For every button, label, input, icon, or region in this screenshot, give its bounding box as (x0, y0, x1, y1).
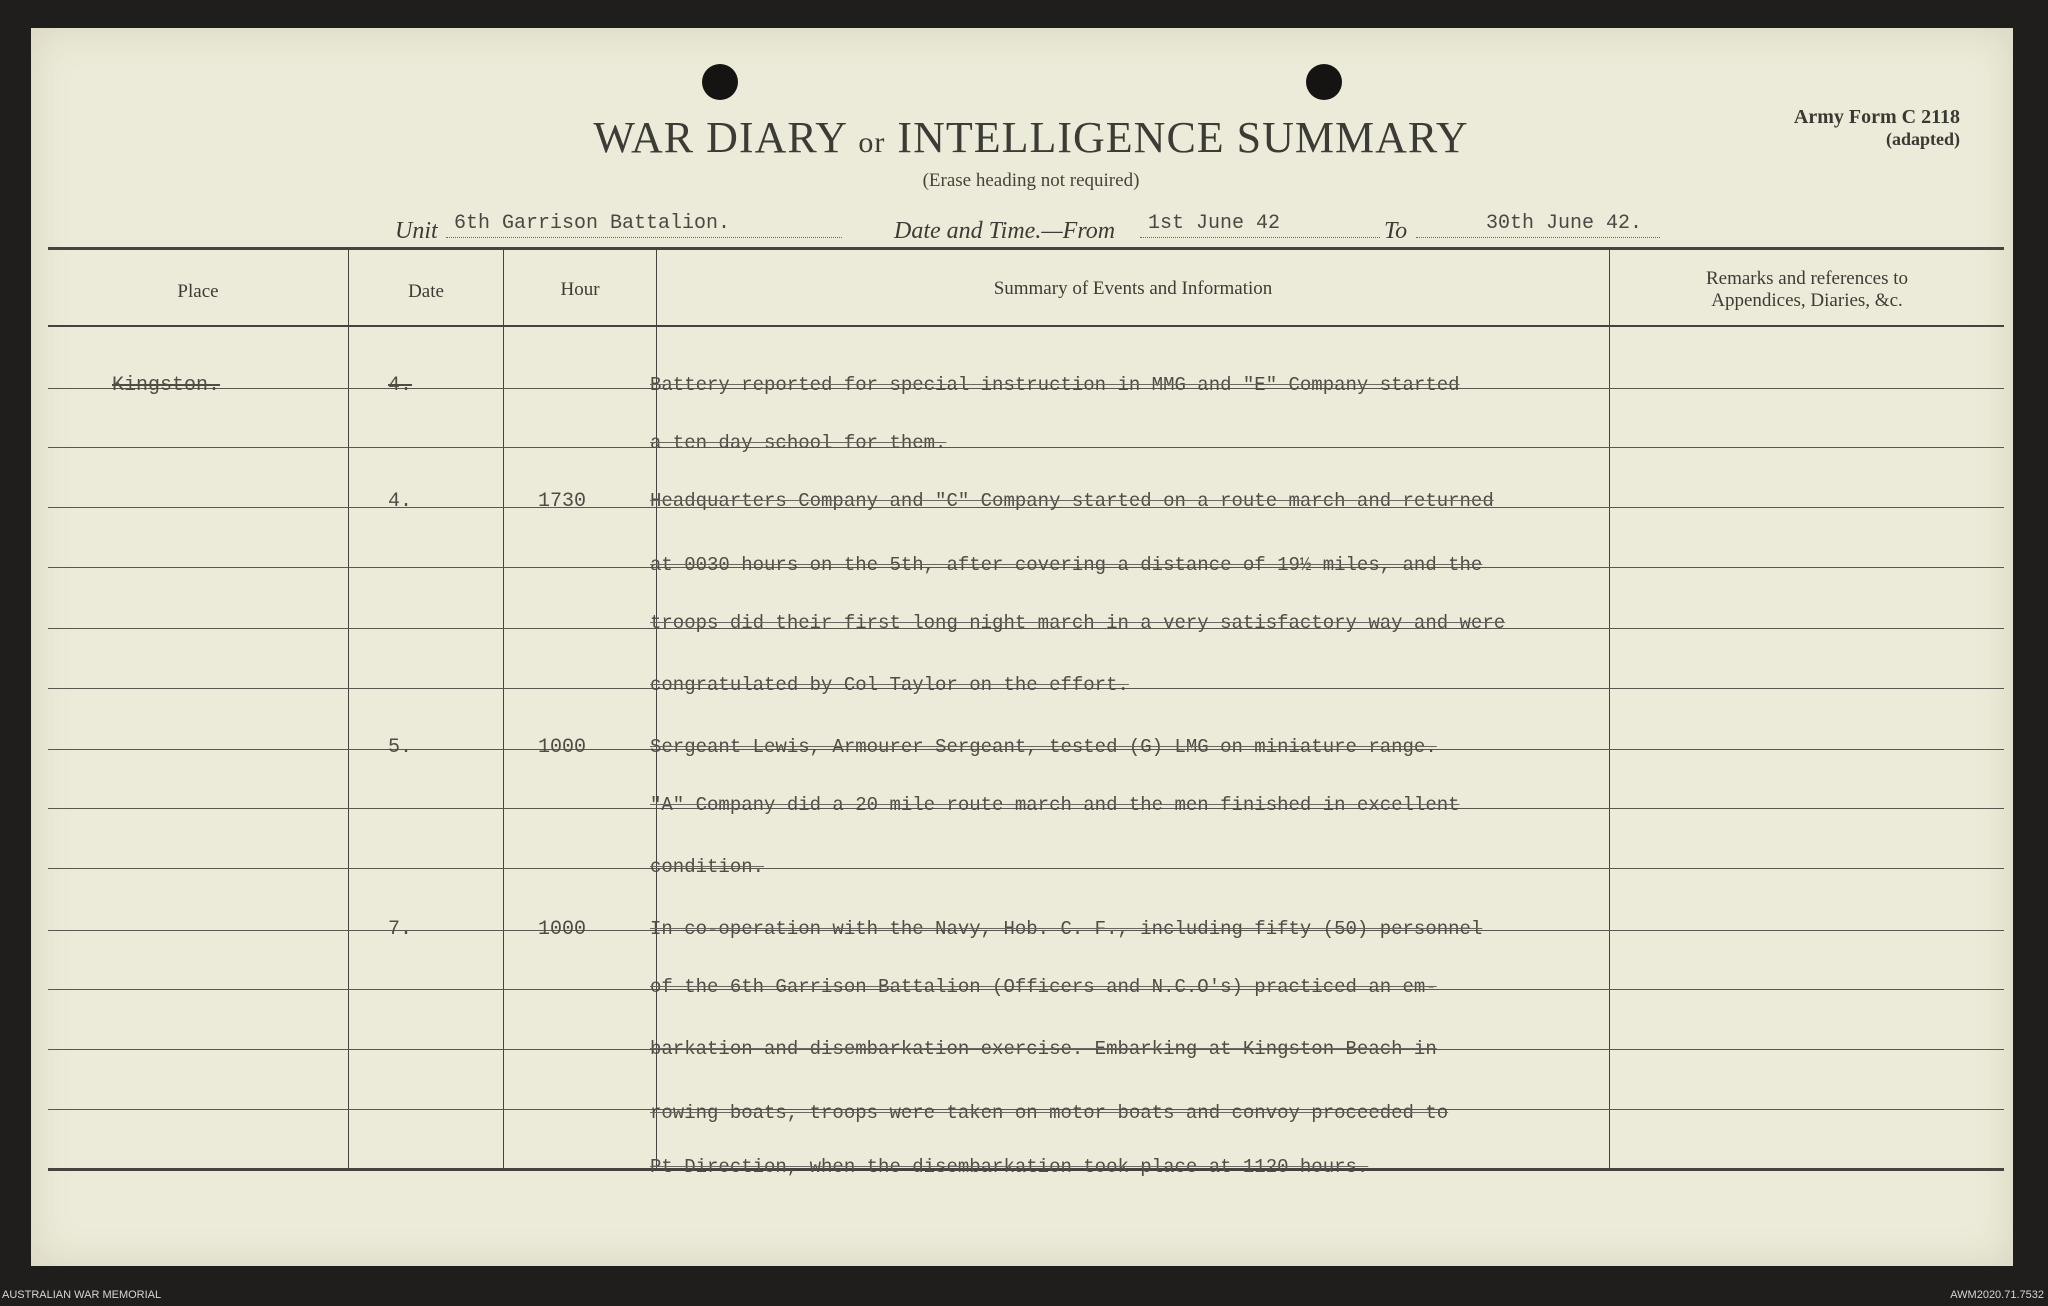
footer-accession: AWM2020.71.7532 (1950, 1289, 2044, 1301)
hour-entry-1: 1730 (538, 490, 587, 513)
ruled-line (48, 868, 2004, 869)
summary-line: troops did their first long night march in a very satisfactory way and were (650, 612, 1506, 634)
punch-hole-left (702, 64, 738, 100)
header-bottom-rule (48, 325, 2004, 327)
title-or: or (858, 126, 886, 159)
summary-line: barkation and disembarkation exercise. Embarking at Kingston Beach in (650, 1038, 1437, 1060)
date-entry-2: 4. (388, 490, 413, 513)
summary-line: of the 6th Garrison Battalion (Officers and N.C.O's) practiced an em- (650, 976, 1437, 998)
remarks-header-line1: Remarks and references to (1705, 268, 1909, 289)
remarks-header-line2: Appendices, Diaries, &c. (1711, 290, 1903, 311)
summary-line: In co-operation with the Navy, Hob. C. F., including fifty (50) personnel (650, 918, 1483, 940)
column-header-date: Date (408, 281, 444, 302)
unit-value: 6th Garrison Battalion. (446, 212, 842, 238)
summary-line: at 0030 hours on the 5th, after covering a distance of 19½ miles, and the (650, 554, 1483, 576)
army-form-adapted: (adapted) (1885, 129, 1960, 149)
form-title (0, 112, 2048, 163)
summary-line: Battery reported for special instruction in MMG and "E" Company started (650, 374, 1460, 396)
column-header-summary: Summary of Events and Information (993, 278, 1273, 299)
unit-label: Unit (395, 218, 438, 244)
date-time-label: Date and Time.—From (894, 218, 1116, 244)
column-header-place: Place (177, 281, 219, 302)
date-entry-1: 4. (388, 374, 413, 397)
diary-page (31, 28, 2013, 1266)
title-war-diary: WAR DIARY (593, 113, 847, 162)
summary-line: Sergeant Lewis, Armourer Sergeant, tested (G) LMG on miniature range. (650, 736, 1437, 758)
date-entry-3: 5. (388, 736, 413, 759)
army-form-number: Army Form C 2118 (1793, 106, 1960, 128)
footer-source: AUSTRALIAN WAR MEMORIAL (2, 1289, 162, 1301)
place-kingston: Kingston. (112, 374, 221, 397)
column-header-hour: Hour (560, 279, 600, 300)
summary-line: Pt Direction, when the disembarkation took place at 1120 hours. (650, 1156, 1369, 1178)
punch-hole-right (1306, 64, 1342, 100)
summary-line: condition. (650, 856, 765, 878)
title-intelligence-summary: INTELLIGENCE SUMMARY (897, 113, 1469, 162)
summary-line: rowing boats, troops were taken on motor boats and convoy proceeded to (650, 1102, 1449, 1124)
hour-entry-3: 1000 (538, 918, 587, 941)
summary-line: congratulated by Col Taylor on the effort. (650, 674, 1129, 696)
date-from-value: 1st June 42 (1140, 212, 1380, 238)
column-header-remarks (1610, 268, 2004, 312)
date-to-value: 30th June 42. (1416, 212, 1660, 238)
date-entry-4: 7. (388, 918, 413, 941)
summary-line: Headquarters Company and "C" Company started on a route march and returned (650, 490, 1494, 512)
date-to-label: To (1384, 218, 1408, 244)
summary-line: a ten day school for them. (650, 432, 947, 454)
army-form-label (1794, 106, 1960, 150)
ruled-line (48, 447, 2004, 448)
table-top-rule (48, 247, 2004, 250)
hour-entry-2: 1000 (538, 736, 587, 759)
form-subtitle: (Erase heading not required) (922, 170, 1140, 191)
summary-line: "A" Company did a 20 mile route march and the men finished in excellent (650, 794, 1460, 816)
